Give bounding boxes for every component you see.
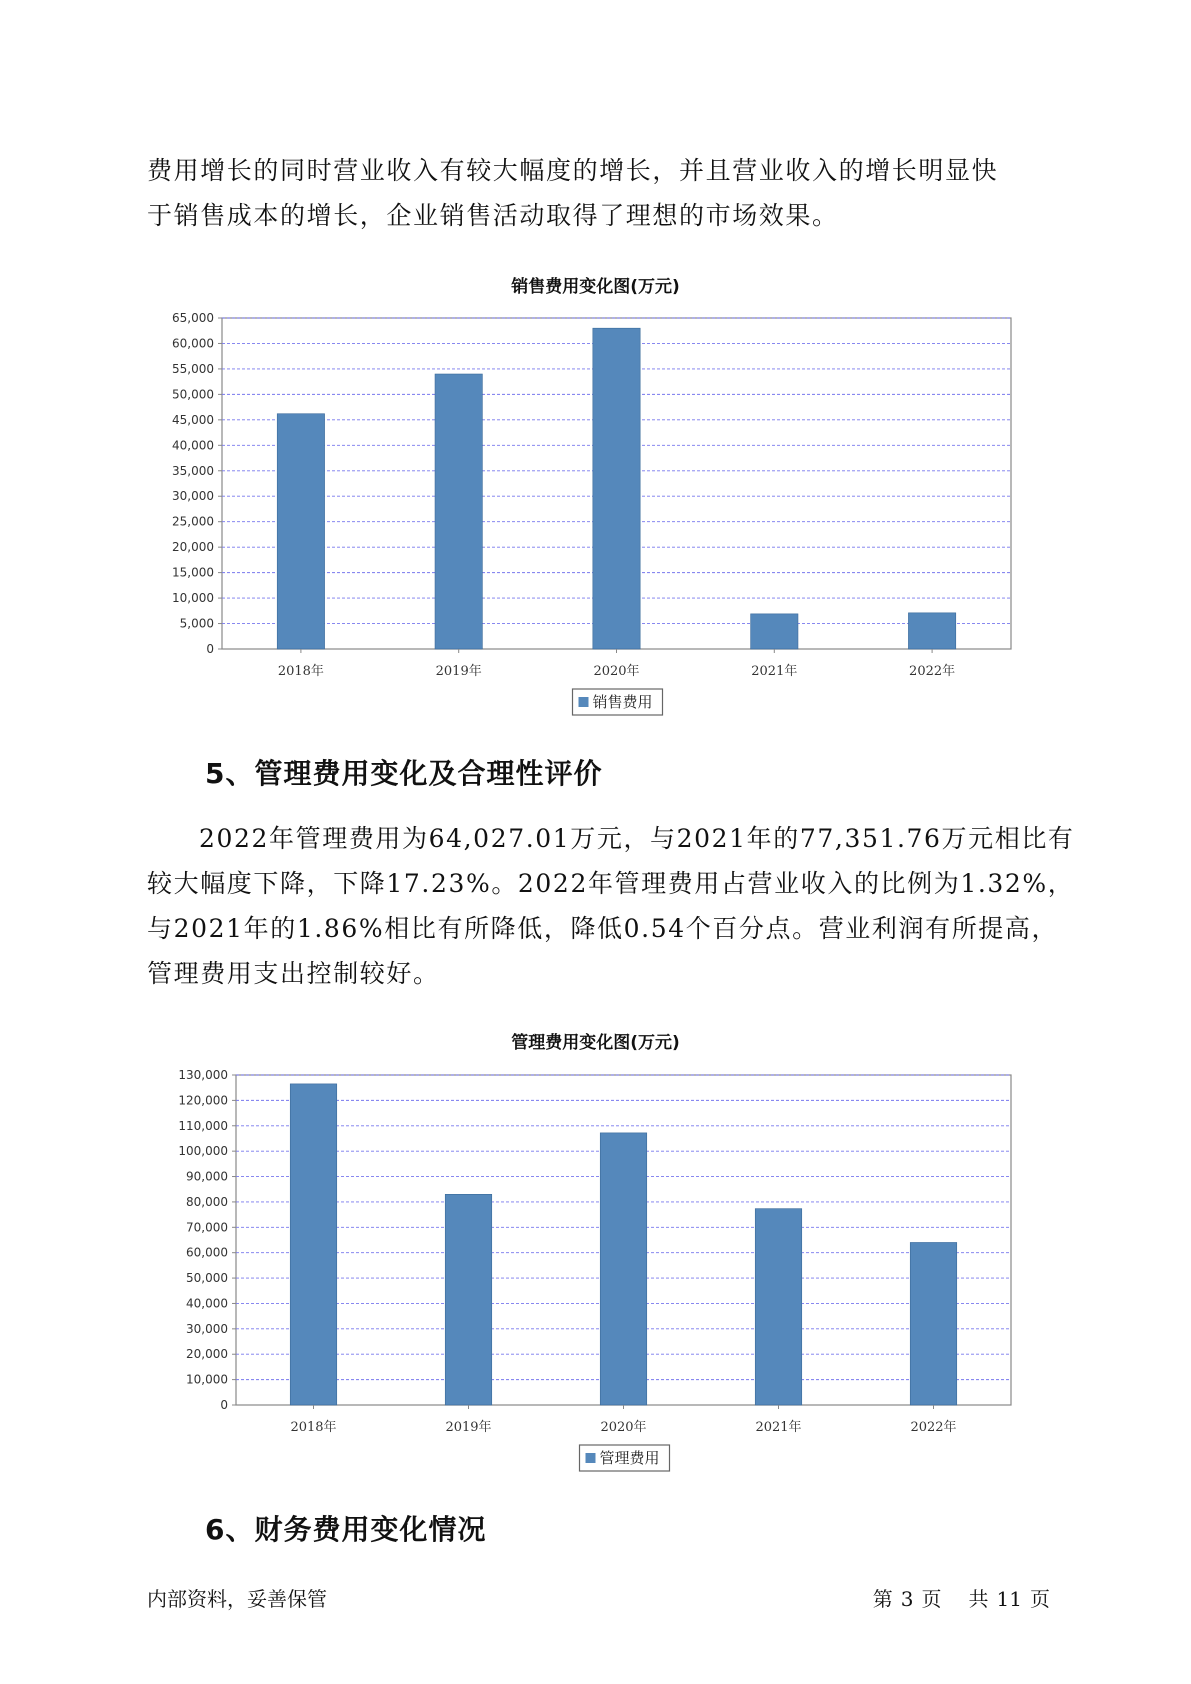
- sales-expense-chart: [0, 300, 1191, 740]
- page-unit: 页: [921, 1587, 942, 1611]
- y-tick-label: 50,000: [186, 1271, 228, 1286]
- y-tick-label: 45,000: [172, 412, 214, 427]
- y-tick-label: 70,000: [186, 1220, 228, 1235]
- current-page: 3: [900, 1587, 914, 1611]
- section-6-heading: 6、财务费用变化情况: [205, 1513, 487, 1546]
- total-pages: 11: [996, 1587, 1022, 1611]
- section-5-line: 2022年管理费用为64,027.01万元，与2021年的77,351.76万元相比有: [199, 824, 1075, 853]
- intro-line: 于销售成本的增长，企业销售活动取得了理想的市场效果。: [147, 201, 839, 230]
- y-tick-label: 0: [220, 1398, 228, 1412]
- total-label: 共: [968, 1587, 989, 1611]
- y-tick-label: 110,000: [178, 1118, 228, 1133]
- y-tick-label: 10,000: [186, 1372, 228, 1387]
- bar: [290, 1084, 337, 1405]
- y-tick-label: 50,000: [172, 387, 214, 402]
- footer-page-number: [869, 1583, 1054, 1612]
- y-tick-label: 25,000: [172, 514, 214, 529]
- y-tick-label: 10,000: [172, 591, 214, 606]
- y-tick-label: 40,000: [172, 438, 214, 453]
- y-tick-label: 35,000: [172, 463, 214, 478]
- page-label: 第: [872, 1587, 893, 1611]
- bar: [435, 374, 482, 649]
- x-tick-label: 2020年: [600, 1420, 647, 1435]
- y-tick-label: 30,000: [186, 1321, 228, 1336]
- bar: [751, 614, 798, 649]
- sales-expense-chart-title: 销售费用变化图(万元): [511, 277, 680, 297]
- bar: [910, 1242, 957, 1405]
- legend-swatch: [586, 1453, 596, 1463]
- x-tick-label: 2018年: [277, 664, 324, 679]
- y-tick-label: 0: [206, 642, 214, 656]
- bar: [755, 1209, 802, 1405]
- footer-confidential-note: 内部资料，妥善保管: [147, 1587, 327, 1611]
- legend-label: 销售费用: [592, 693, 653, 711]
- y-tick-label: 15,000: [172, 565, 214, 580]
- y-tick-label: 130,000: [178, 1068, 228, 1082]
- admin-expense-chart-title: 管理费用变化图(万元): [511, 1033, 680, 1053]
- y-tick-label: 120,000: [178, 1093, 228, 1108]
- section-5-line: 较大幅度下降，下降17.23%。2022年管理费用占营业收入的比例为1.32%，: [147, 869, 1075, 898]
- bar: [600, 1133, 647, 1405]
- y-tick-label: 55,000: [172, 361, 214, 376]
- x-tick-label: 2021年: [755, 1420, 802, 1435]
- y-tick-label: 80,000: [186, 1194, 228, 1209]
- x-tick-label: 2018年: [290, 1420, 337, 1435]
- x-tick-label: 2022年: [910, 1420, 957, 1435]
- bar: [277, 414, 324, 649]
- bar: [593, 328, 640, 649]
- intro-paragraph: [147, 148, 1047, 238]
- legend-swatch: [579, 697, 589, 707]
- bar: [445, 1194, 492, 1405]
- y-tick-label: 5,000: [179, 616, 214, 631]
- x-tick-label: 2019年: [445, 1420, 492, 1435]
- y-tick-label: 30,000: [172, 489, 214, 504]
- x-tick-label: 2021年: [751, 664, 798, 679]
- y-tick-label: 60,000: [186, 1245, 228, 1260]
- y-tick-label: 65,000: [172, 311, 214, 325]
- x-tick-label: 2022年: [909, 664, 956, 679]
- intro-line: 费用增长的同时营业收入有较大幅度的增长，并且营业收入的增长明显快: [147, 156, 999, 185]
- y-tick-label: 20,000: [186, 1347, 228, 1362]
- x-tick-label: 2020年: [593, 664, 640, 679]
- y-tick-label: 20,000: [172, 540, 214, 555]
- section-5-paragraph: [147, 816, 1075, 996]
- y-tick-label: 90,000: [186, 1169, 228, 1184]
- total-unit: 页: [1030, 1587, 1050, 1611]
- x-tick-label: 2019年: [435, 664, 482, 679]
- legend-label: 管理费用: [599, 1449, 660, 1467]
- y-tick-label: 100,000: [178, 1144, 228, 1159]
- y-tick-label: 40,000: [186, 1296, 228, 1311]
- section-5-heading: 5、管理费用变化及合理性评价: [205, 757, 603, 790]
- section-5-line: 与2021年的1.86%相比有所降低，降低0.54个百分点。营业利润有所提高，: [147, 914, 1059, 943]
- y-tick-label: 60,000: [172, 336, 214, 351]
- section-5-line: 管理费用支出控制较好。: [147, 959, 440, 988]
- bar: [908, 613, 955, 649]
- admin-expense-chart: [0, 1056, 1191, 1496]
